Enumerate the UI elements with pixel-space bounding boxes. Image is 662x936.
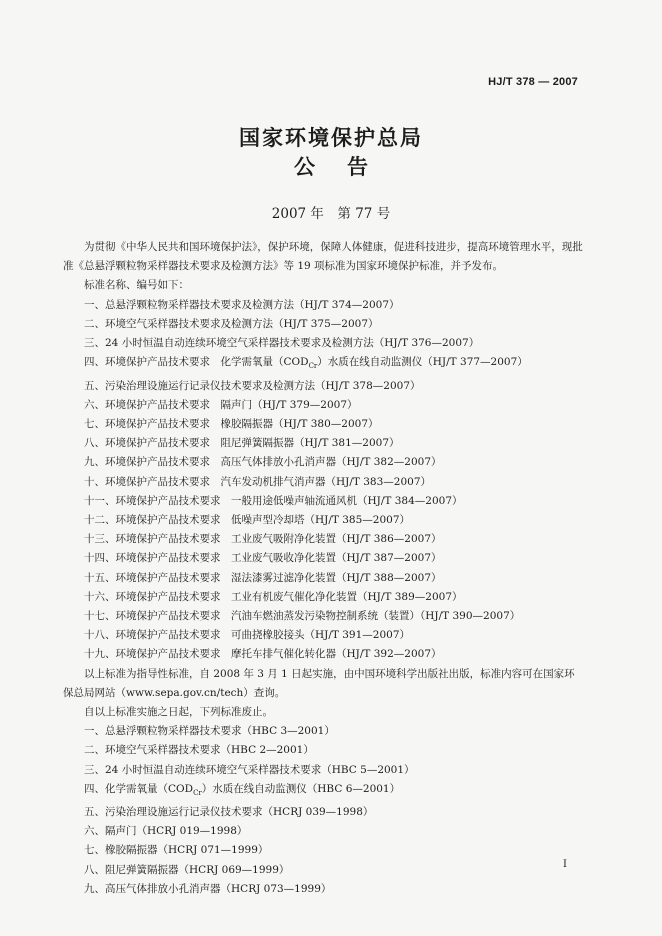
list-item: 三、24 小时恒温自动连续环境空气采样器技术要求及检测方法（HJ/T 376—2007） xyxy=(84,337,480,350)
list-item: 四、化学需氧量$(COD_{Cr})$水质在线自动监测仪（HBC 6—2001） xyxy=(84,782,401,797)
list-item: 二、环境空气采样器技术要求及检测方法（HJ/T 375—2007） xyxy=(84,317,379,330)
standard-code: HJ/T 378 — 2007 xyxy=(488,76,578,88)
list-item: 四、环境保护产品技术要求 化学需氧量$(COD_{Cr})$水质在线自动监测仪（HJ/T 377—2007） xyxy=(84,356,528,371)
list-item: 十、环境保护产品技术要求 汽车发动机排气消声器（HJ/T 383—2007） xyxy=(84,475,432,488)
list-item: 十二、环境保护产品技术要求 低噪声型冷却塔（HJ/T 385—2007） xyxy=(84,513,411,526)
list-item: 九、高压气体排放小孔消声器（HCRJ 073—1999） xyxy=(84,882,332,895)
list-item: 五、污染治理设施运行记录仪技术要求（HCRJ 039—1998） xyxy=(84,806,374,819)
page-number: I xyxy=(563,859,567,870)
list-item: 一、总悬浮颗粒物采样器技术要求（HBC 3—2001） xyxy=(84,725,335,738)
list-heading: 标准名称、编号如下： xyxy=(84,279,189,292)
list-item: 七、环境保护产品技术要求 橡胶隔振器（HJ/T 380—2007） xyxy=(84,417,379,430)
list-item: 九、环境保护产品技术要求 高压气体排放小孔消声器（HJ/T 382—2007） xyxy=(84,456,442,469)
list-item: 六、环境保护产品技术要求 隔声门（HJ/T 379—2007） xyxy=(84,398,358,411)
list-item: 七、橡胶隔振器（HCRJ 071—1999） xyxy=(84,844,269,857)
notice-title-text: 公告 xyxy=(294,154,400,179)
list-item: 十九、环境保护产品技术要求 摩托车排气催化转化器（HJ/T 392—2007） xyxy=(84,648,442,661)
list-item: 二、环境空气采样器技术要求（HBC 2—2001） xyxy=(84,744,314,757)
list-item: 十五、环境保护产品技术要求 湿法漆雾过滤净化装置（HJ/T 388—2007） xyxy=(84,571,442,584)
list-item: 一、总悬浮颗粒物采样器技术要求及检测方法（HJ/T 374—2007） xyxy=(84,298,400,311)
repeal-heading: 自以上标准实施之日起，下列标准废止。 xyxy=(84,705,273,718)
list-item: 三、24 小时恒温自动连续环境空气采样器技术要求（HBC 5—2001） xyxy=(84,763,415,776)
notice-title xyxy=(0,151,662,181)
list-item: 十三、环境保护产品技术要求 工业废气吸附净化装置（HJ/T 386—2007） xyxy=(84,533,442,546)
list-item: 六、隔声门（HCRJ 019—1998） xyxy=(84,825,248,838)
list-item: 八、环境保护产品技术要求 阻尼弹簧隔振器（HJ/T 381—2007） xyxy=(84,437,400,450)
list-item: 十七、环境保护产品技术要求 汽油车燃油蒸发污染物控制系统（装置）（HJ/T 390—2007） xyxy=(84,609,521,622)
standards-list xyxy=(63,296,585,665)
list-item: 十六、环境保护产品技术要求 工业有机废气催化净化装置（HJ/T 389—2007） xyxy=(84,590,463,603)
list-item: 十一、环境保护产品技术要求 一般用途低噪声轴流通风机（HJ/T 384—2007） xyxy=(84,494,463,507)
document-body xyxy=(63,238,585,899)
agency-title: 国家环境保护总局 xyxy=(239,125,423,150)
list-item: 五、污染治理设施运行记录仪技术要求及检测方法（HJ/T 378—2007） xyxy=(84,379,421,392)
guidance-paragraph: 以上标准为指导性标准，自 2008 年 3 月 1 日起实施，由中国环境科学出版社出版，标准内容可在国家环保总局网站（www.sepa.gov.cn/tech）查询。 xyxy=(63,667,575,699)
repealed-list xyxy=(63,722,585,899)
issue-number: 2007 年 第 77 号 xyxy=(271,206,391,222)
list-item: 十四、环境保护产品技术要求 工业废气吸收净化装置（HJ/T 387—2007） xyxy=(84,552,442,565)
list-item: 八、阻尼弹簧隔振器（HCRJ 069—1999） xyxy=(84,863,290,876)
intro-paragraph: 为贯彻《中华人民共和国环境保护法》，保护环境，保障人体健康，促进科技进步，提高环境管理水平，现批准《总悬浮颗粒物采样器技术要求及检测方法》等 19 项标准为国家环境保护标准，并予发布。 xyxy=(63,241,583,273)
list-item: 十八、环境保护产品技术要求 可曲挠橡胶接头（HJ/T 391—2007） xyxy=(84,629,411,642)
